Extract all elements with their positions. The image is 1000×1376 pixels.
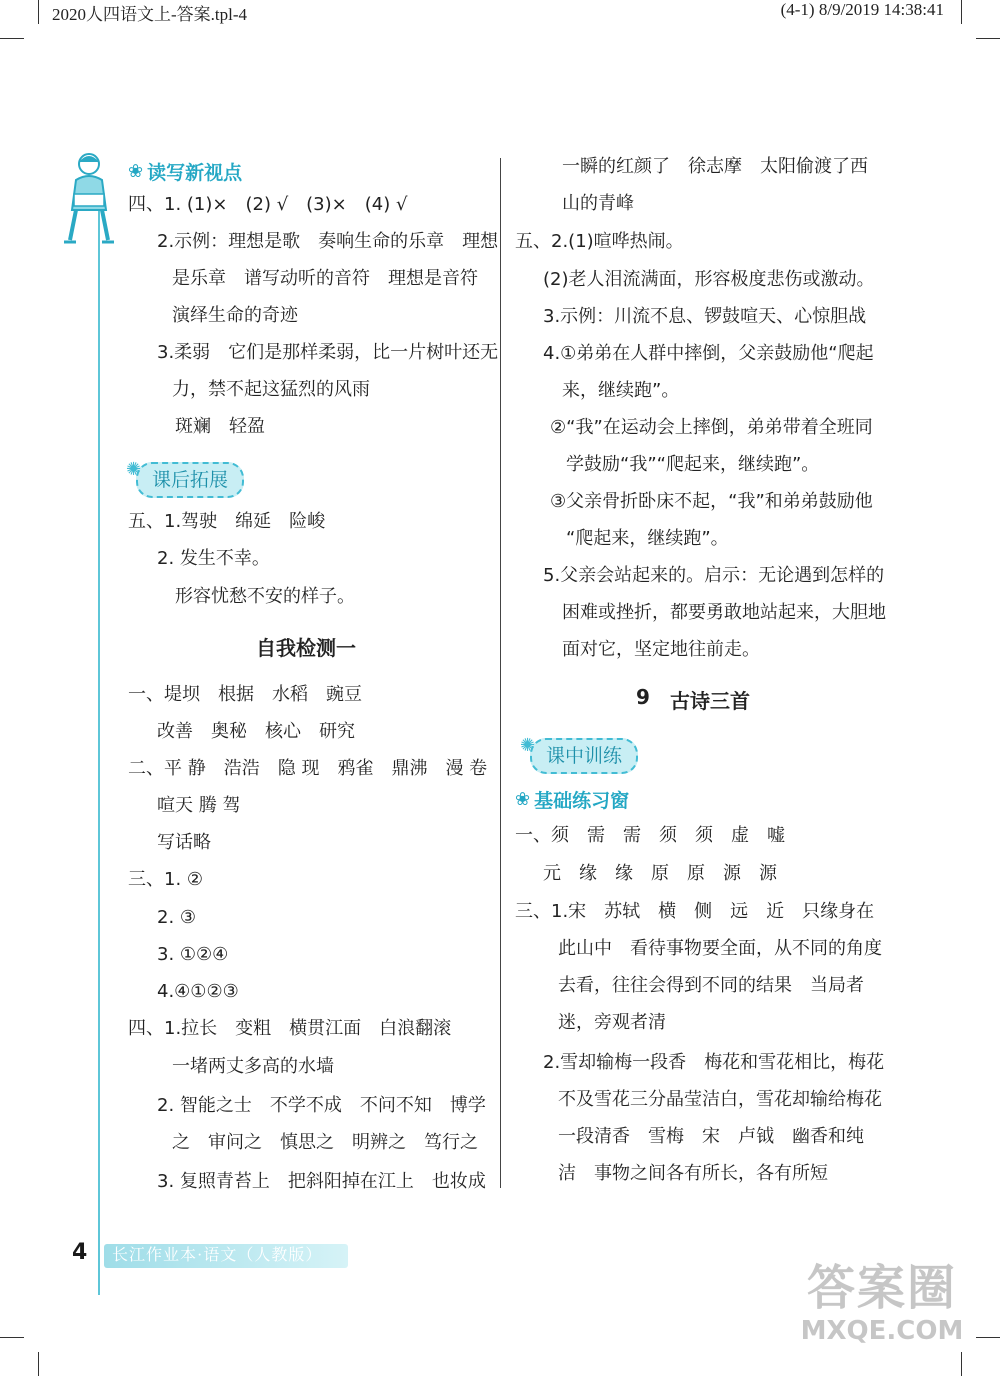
sparkle-icon: ✺ [126, 459, 142, 480]
crop-mark [961, 0, 962, 24]
column-divider [500, 158, 501, 1188]
page-number: 4 [72, 1240, 88, 1265]
answer-line: 洁 事物之间各有所长，各有所短 [558, 1163, 828, 1184]
answer-line: 不及雪花三分晶莹洁白，雪花却输给梅花 [558, 1089, 882, 1110]
section-read-write-title [128, 158, 242, 185]
answer-line: 四、1.拉长 变粗 横贯江面 白浪翻滚 [128, 1018, 452, 1039]
answer-line: 一堵两丈多高的水墙 [172, 1056, 334, 1077]
answer-line: 2.示例：理想是歌 奏响生命的乐章 理想 [157, 231, 499, 252]
answer-line: 之 审问之 慎思之 明辨之 笃行之 [172, 1132, 478, 1153]
answer-line: 演绎生命的奇迹 [172, 305, 298, 326]
answer-line: ③父亲骨折卧床不起，“我”和弟弟鼓励他 [550, 491, 873, 512]
crop-mark [38, 0, 39, 24]
margin-line [98, 185, 100, 1295]
answer-line: 二、平 静 浩浩 隐 现 鸦雀 鼎沸 漫 卷 [128, 758, 488, 779]
lesson-title: 古诗三首 [670, 689, 750, 713]
answer-line: 喧天 腾 驾 [157, 795, 241, 816]
lesson-number: 9 [636, 685, 650, 709]
self-test-heading: 自我检测一 [256, 636, 356, 660]
answer-line: 三、1.宋 苏轼 横 侧 远 近 只缘身在 [515, 901, 875, 922]
answer-line: ②“我”在运动会上摔倒，弟弟带着全班同 [550, 417, 873, 438]
in-class-tag [520, 735, 638, 774]
file-name-header: 2020人四语文上-答案.tpl-4 [52, 5, 248, 24]
answer-line: 2. 智能之士 不学不成 不问不知 博学 [157, 1095, 486, 1116]
crop-mark [0, 1337, 24, 1338]
answer-line: 是乐章 谱写动听的音符 理想是音符 [172, 268, 478, 289]
answer-line: 此山中 看待事物要全面，从不同的角度 [558, 938, 882, 959]
answer-line: 四、1. (1)× (2) √ (3)× (4) √ [128, 194, 408, 215]
answer-line: 改善 奥秘 核心 研究 [157, 721, 355, 742]
answer-line: 学鼓励“我”“爬起来，继续跑”。 [566, 454, 820, 475]
answer-line: 一瞬的红颜了 徐志摩 太阳偷渡了西 [562, 156, 868, 177]
answer-line: 面对它，坚定地往前走。 [562, 639, 760, 660]
after-class-tag [126, 459, 244, 498]
answer-line: 斑斓 轻盈 [175, 416, 265, 437]
crop-mark [38, 1352, 39, 1376]
answer-line: 3. ①②④ [157, 944, 229, 965]
answer-line: 五、2.(1)喧哗热闹。 [515, 231, 684, 252]
watermark [782, 1260, 982, 1358]
answer-line: 2. ③ [157, 907, 197, 928]
answer-line: 去看，往往会得到不同的结果 当局者 [558, 975, 864, 996]
answer-line: 4.①弟弟在人群中摔倒，父亲鼓励他“爬起 [543, 343, 874, 364]
section-basic-label: 基础练习窗 [534, 790, 630, 812]
answer-line: 2.雪却输梅一段香 梅花和雪花相比，梅花 [543, 1052, 885, 1073]
answer-line: 一、须 需 需 须 须 虚 嘘 [515, 825, 785, 846]
watermark-url: MXQE.COM [800, 1316, 964, 1346]
answer-line: 形容忧愁不安的样子。 [175, 586, 355, 607]
flower-icon: ❀ [128, 161, 144, 182]
answer-line: 4.④①②③ [157, 981, 239, 1002]
answer-line: “爬起来，继续跑”。 [566, 528, 729, 549]
answer-line: 3.示例：川流不息、锣鼓喧天、心惊胆战 [543, 306, 867, 327]
after-class-tag-label: 课后拓展 [152, 469, 229, 491]
watermark-text: 答案圈 [806, 1260, 957, 1316]
answer-line: 3. 复照青苔上 把斜阳掉在江上 也妆成 [157, 1171, 486, 1192]
crop-mark [976, 38, 1000, 39]
timestamp-header: (4-1) 8/9/2019 14:38:41 [780, 0, 944, 19]
answer-line: 困难或挫折，都要勇敢地站起来，大胆地 [562, 602, 886, 623]
answer-line: 3.柔弱 它们是那样柔弱，比一片树叶还无 [157, 342, 499, 363]
reading-child-illustration [62, 150, 116, 246]
answer-line: 元 缘 缘 原 原 源 源 [543, 863, 777, 884]
sparkle-icon: ✺ [520, 735, 536, 756]
answer-line: 五、1.驾驶 绵延 险峻 [128, 511, 326, 532]
answer-line: 5.父亲会站起来的。启示：无论遇到怎样的 [543, 565, 885, 586]
flower-icon: ❀ [515, 789, 531, 810]
answer-line: 一、堤坝 根据 水稻 豌豆 [128, 684, 362, 705]
section-read-write-label: 读写新视点 [147, 162, 243, 184]
answer-line: 一段清香 雪梅 宋 卢钺 幽香和纯 [558, 1126, 864, 1147]
answer-line: 写话略 [157, 832, 211, 853]
answer-line: 山的青峰 [562, 193, 634, 214]
answer-line: 力，禁不起这猛烈的风雨 [172, 379, 370, 400]
book-title: 长江作业本·语文（人教版） [112, 1247, 323, 1264]
answer-line: (2)老人泪流满面，形容极度悲伤或激动。 [543, 269, 875, 290]
answer-line: 2. 发生不幸。 [157, 548, 270, 569]
answer-line: 来，继续跑”。 [562, 380, 680, 401]
crop-mark [0, 38, 24, 39]
in-class-tag-label: 课中训练 [546, 745, 623, 767]
section-basic-title [515, 786, 629, 813]
answer-line: 三、1. ② [128, 869, 204, 890]
answer-line: 迷，旁观者清 [558, 1012, 666, 1033]
